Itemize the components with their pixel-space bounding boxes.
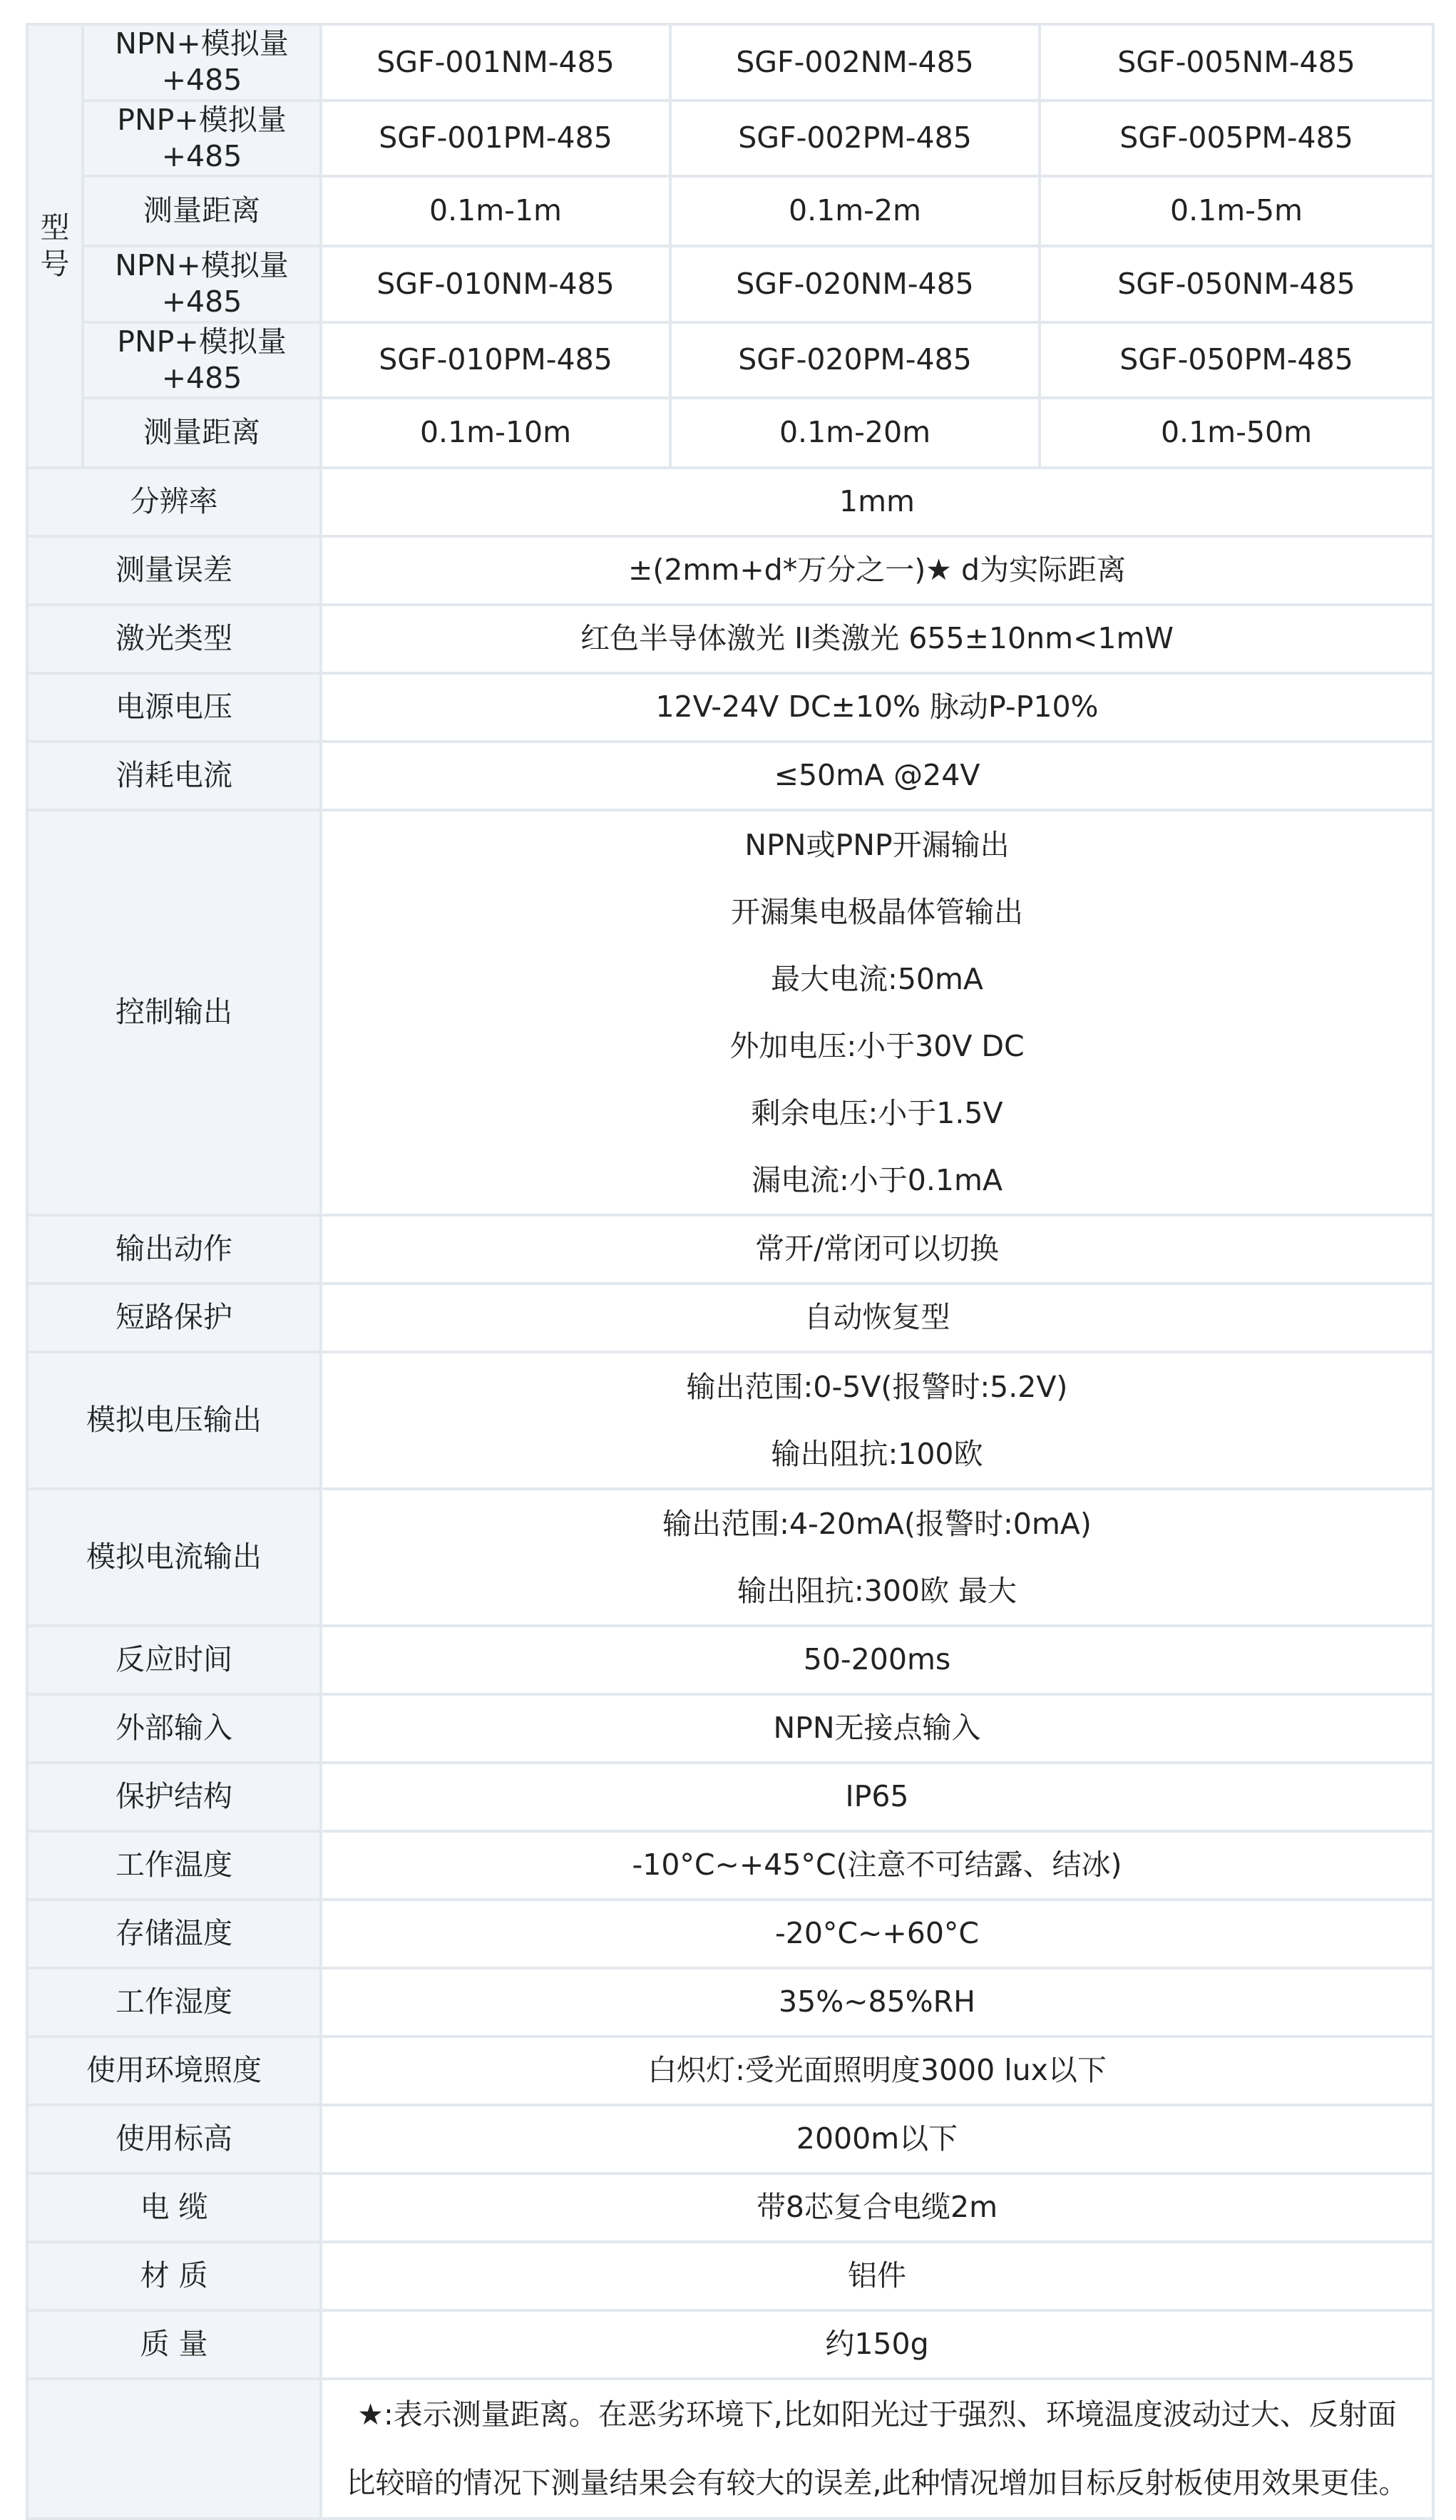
spec-value-line: 输出范围:0-5V(报警时:5.2V) (686, 1370, 1068, 1404)
spec-label: 工作温度 (27, 1831, 321, 1900)
spec-value: -20°C~+60°C (321, 1900, 1433, 1968)
spec-value: 35%~85%RH (321, 1968, 1433, 2037)
model-row-value: 0.1m-10m (321, 398, 670, 468)
spec-value: 2000m以下 (321, 2105, 1433, 2173)
spec-value: ±(2mm+d*万分之一)★ d为实际距离 (321, 536, 1433, 605)
model-row-label: NPN+模拟量+485 (83, 24, 321, 101)
spec-value: 铝件 (321, 2242, 1433, 2310)
spec-value (321, 810, 1433, 1215)
footnote-row (27, 2379, 1433, 2519)
spec-value-line: 输出范围:4-20mA(报警时:0mA) (662, 1507, 1092, 1541)
spec-label: 使用标高 (27, 2105, 321, 2173)
spec-row (27, 1352, 1433, 1489)
spec-row (27, 2173, 1433, 2242)
model-row-value: SGF-005PM-485 (1040, 101, 1433, 177)
model-row-value: 0.1m-5m (1040, 176, 1433, 246)
model-row (27, 398, 1433, 468)
model-row (27, 176, 1433, 246)
model-row-value: SGF-001PM-485 (321, 101, 670, 177)
spec-row (27, 810, 1433, 1215)
model-row-value: SGF-050NM-485 (1040, 246, 1433, 322)
model-row-label: NPN+模拟量+485 (83, 246, 321, 322)
spec-value-line: 开漏集电极晶体管输出 (731, 895, 1023, 929)
spec-row (27, 1215, 1433, 1284)
spec-label: 存储温度 (27, 1900, 321, 1968)
spec-row (27, 2310, 1433, 2379)
spec-row (27, 1968, 1433, 2037)
model-row-value: 0.1m-20m (670, 398, 1040, 468)
spec-value: ≤50mA @24V (321, 742, 1433, 810)
spec-value: IP65 (321, 1763, 1433, 1831)
spec-value-line: 输出阻抗:100欧 (771, 1437, 983, 1471)
spec-value: 常开/常闭可以切换 (321, 1215, 1433, 1284)
model-row-value: 0.1m-50m (1040, 398, 1433, 468)
model-row-value: SGF-001NM-485 (321, 24, 670, 101)
footnote-line: 比较暗的情况下测量结果会有较大的误差,此种情况增加目标反射板使用效果更佳。 (346, 2466, 1408, 2500)
spec-row (27, 1763, 1433, 1831)
spec-value: 12V-24V DC±10% 脉动P-P10% (321, 673, 1433, 742)
model-row-value: SGF-010PM-485 (321, 322, 670, 399)
spec-value-line: 最大电流:50mA (771, 962, 983, 996)
spec-row (27, 673, 1433, 742)
spec-value: NPN无接点输入 (321, 1694, 1433, 1763)
spec-label: 控制输出 (27, 810, 321, 1215)
spec-row (27, 1626, 1433, 1694)
spec-row (27, 2105, 1433, 2173)
spec-table (26, 23, 1435, 2520)
spec-label: 电 缆 (27, 2173, 321, 2242)
model-row-value: SGF-050PM-485 (1040, 322, 1433, 399)
spec-value: 自动恢复型 (321, 1284, 1433, 1352)
spec-row (27, 536, 1433, 605)
spec-label: 使用环境照度 (27, 2037, 321, 2105)
spec-label: 反应时间 (27, 1626, 321, 1694)
footnote (321, 2379, 1433, 2519)
spec-row (27, 1694, 1433, 1763)
model-row (27, 246, 1433, 322)
model-row-label: 测量距离 (83, 176, 321, 246)
spec-row (27, 1489, 1433, 1626)
spec-row (27, 605, 1433, 673)
spec-value-line: NPN或PNP开漏输出 (744, 828, 1010, 862)
spec-label: 电源电压 (27, 673, 321, 742)
spec-row (27, 1284, 1433, 1352)
spec-label: 模拟电压输出 (27, 1352, 321, 1489)
model-row (27, 322, 1433, 399)
model-row-value: SGF-005NM-485 (1040, 24, 1433, 101)
spec-row (27, 468, 1433, 536)
spec-label: 测量误差 (27, 536, 321, 605)
model-row-value: SGF-002PM-485 (670, 101, 1040, 177)
model-row (27, 101, 1433, 177)
spec-row (27, 1900, 1433, 1968)
spec-row (27, 1831, 1433, 1900)
spec-value: 白炽灯:受光面照明度3000 lux以下 (321, 2037, 1433, 2105)
spec-row (27, 2037, 1433, 2105)
footnote-label-cell (27, 2379, 321, 2519)
spec-label: 模拟电流输出 (27, 1489, 321, 1626)
spec-value (321, 1489, 1433, 1626)
spec-value-line: 输出阻抗:300欧 最大 (737, 1574, 1017, 1608)
spec-value-line: 剩余电压:小于1.5V (751, 1096, 1003, 1130)
spec-label: 激光类型 (27, 605, 321, 673)
model-row-value: 0.1m-2m (670, 176, 1040, 246)
model-row-label: PNP+模拟量+485 (83, 322, 321, 399)
spec-label: 质 量 (27, 2310, 321, 2379)
spec-value-line: 外加电压:小于30V DC (729, 1029, 1025, 1063)
model-row-value: SGF-020NM-485 (670, 246, 1040, 322)
spec-label: 工作湿度 (27, 1968, 321, 2037)
model-section-label (27, 24, 83, 468)
model-row-label: 测量距离 (83, 398, 321, 468)
model-row-value: SGF-002NM-485 (670, 24, 1040, 101)
spec-value: 带8芯复合电缆2m (321, 2173, 1433, 2242)
spec-label: 输出动作 (27, 1215, 321, 1284)
model-section-label-char: 号 (40, 247, 70, 281)
spec-label: 保护结构 (27, 1763, 321, 1831)
model-row (27, 24, 1433, 101)
model-section-label-char: 型 (40, 210, 70, 245)
model-row-value: SGF-020PM-485 (670, 322, 1040, 399)
spec-row (27, 2242, 1433, 2310)
spec-value (321, 1352, 1433, 1489)
model-row-label: PNP+模拟量+485 (83, 101, 321, 177)
spec-value: -10°C~+45°C(注意不可结露、结冰) (321, 1831, 1433, 1900)
spec-value: 1mm (321, 468, 1433, 536)
spec-value: 50-200ms (321, 1626, 1433, 1694)
model-row-value: SGF-010NM-485 (321, 246, 670, 322)
spec-value: 红色半导体激光 II类激光 655±10nm<1mW (321, 605, 1433, 673)
spec-label: 短路保护 (27, 1284, 321, 1352)
spec-label: 材 质 (27, 2242, 321, 2310)
footnote-line: ★:表示测量距离。在恶劣环境下,比如阳光过于强烈、环境温度波动过大、反射面 (357, 2397, 1397, 2432)
spec-label: 外部输入 (27, 1694, 321, 1763)
model-row-value: 0.1m-1m (321, 176, 670, 246)
spec-label: 分辨率 (27, 468, 321, 536)
spec-label: 消耗电流 (27, 742, 321, 810)
spec-value-line: 漏电流:小于0.1mA (751, 1163, 1003, 1197)
spec-value: 约150g (321, 2310, 1433, 2379)
spec-row (27, 742, 1433, 810)
